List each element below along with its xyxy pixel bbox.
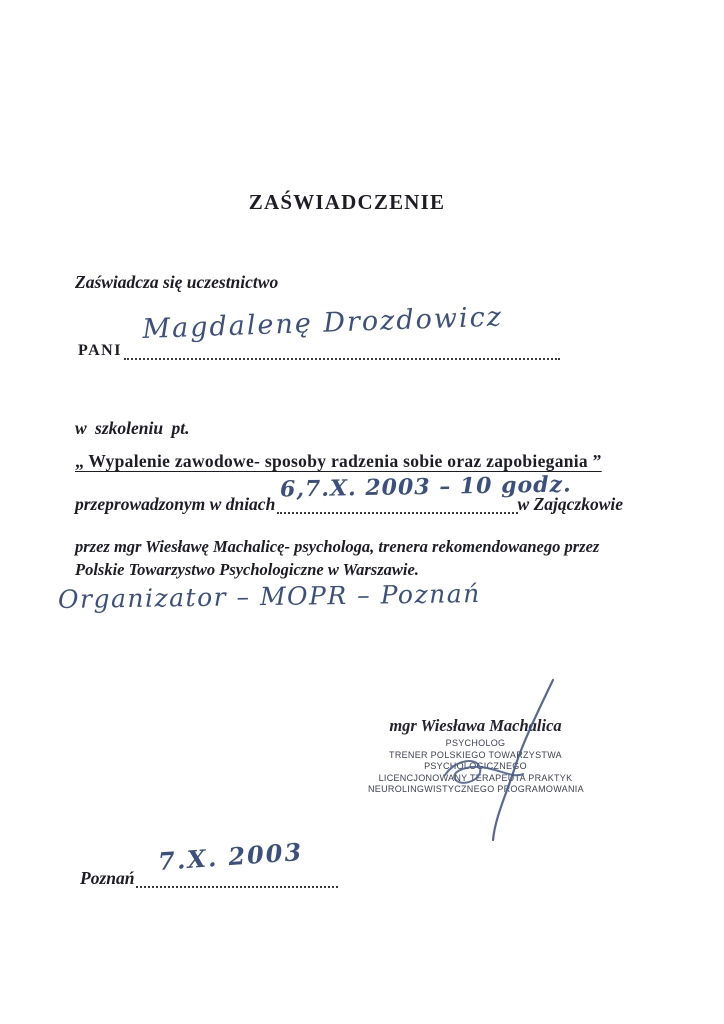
dates-row	[75, 471, 623, 514]
trainer-paragraph	[75, 535, 665, 581]
trainer-line-2: Polskie Towarzystwo Psychologiczne w Warszawie.	[75, 560, 419, 579]
stamp-line: NEUROLINGWISTYCZNEGO PROGRAMOWANIA	[368, 784, 584, 794]
course-title: „ Wypalenie zawodowe- sposoby radzenia sobie oraz zapobiegania ”	[75, 451, 602, 471]
trainer-line-1: przez mgr Wiesławę Machalicę- psychologa, trenera rekomendowanego przez	[75, 537, 600, 556]
stamp-line: TRENER POLSKIEGO TOWARZYSTWA	[389, 749, 562, 760]
stamp-line: LICENCJONOWANY TERAPEUTA PRAKTYK	[378, 772, 573, 783]
dates-location: w Zajączkowie	[517, 493, 623, 514]
dates-label: przeprowadzonym w dniach	[75, 493, 276, 514]
dates-handwritten: 6,7.X. 2003 – 10 godz.	[279, 471, 572, 503]
dotted-line	[136, 885, 338, 888]
issue-row	[80, 836, 338, 888]
recipient-label: PANI	[78, 342, 122, 359]
recipient-name-handwritten: Magdalenę Drozdowicz	[141, 301, 504, 345]
stamp-block	[368, 716, 583, 796]
stamp-line: PSYCHOLOG	[445, 738, 506, 748]
dotted-line	[124, 357, 560, 360]
stamp-name: mgr Wiesława Machalica	[389, 716, 562, 735]
organizer-handwritten: Organizator – MOPR – Poznań	[57, 579, 481, 614]
course-lead-in: w szkoleniu pt.	[75, 418, 190, 438]
stamp-line: PSYCHOLOGICZNEGO	[424, 761, 527, 771]
intro-statement: Zaświadcza się uczestnictwo	[75, 272, 279, 292]
issue-date-handwritten: 7.X. 2003	[157, 836, 305, 877]
dotted-line	[277, 511, 517, 514]
issue-city: Poznań	[80, 867, 135, 888]
page-title: ZAŚWIADCZENIE	[248, 190, 446, 214]
recipient-row	[78, 301, 560, 360]
